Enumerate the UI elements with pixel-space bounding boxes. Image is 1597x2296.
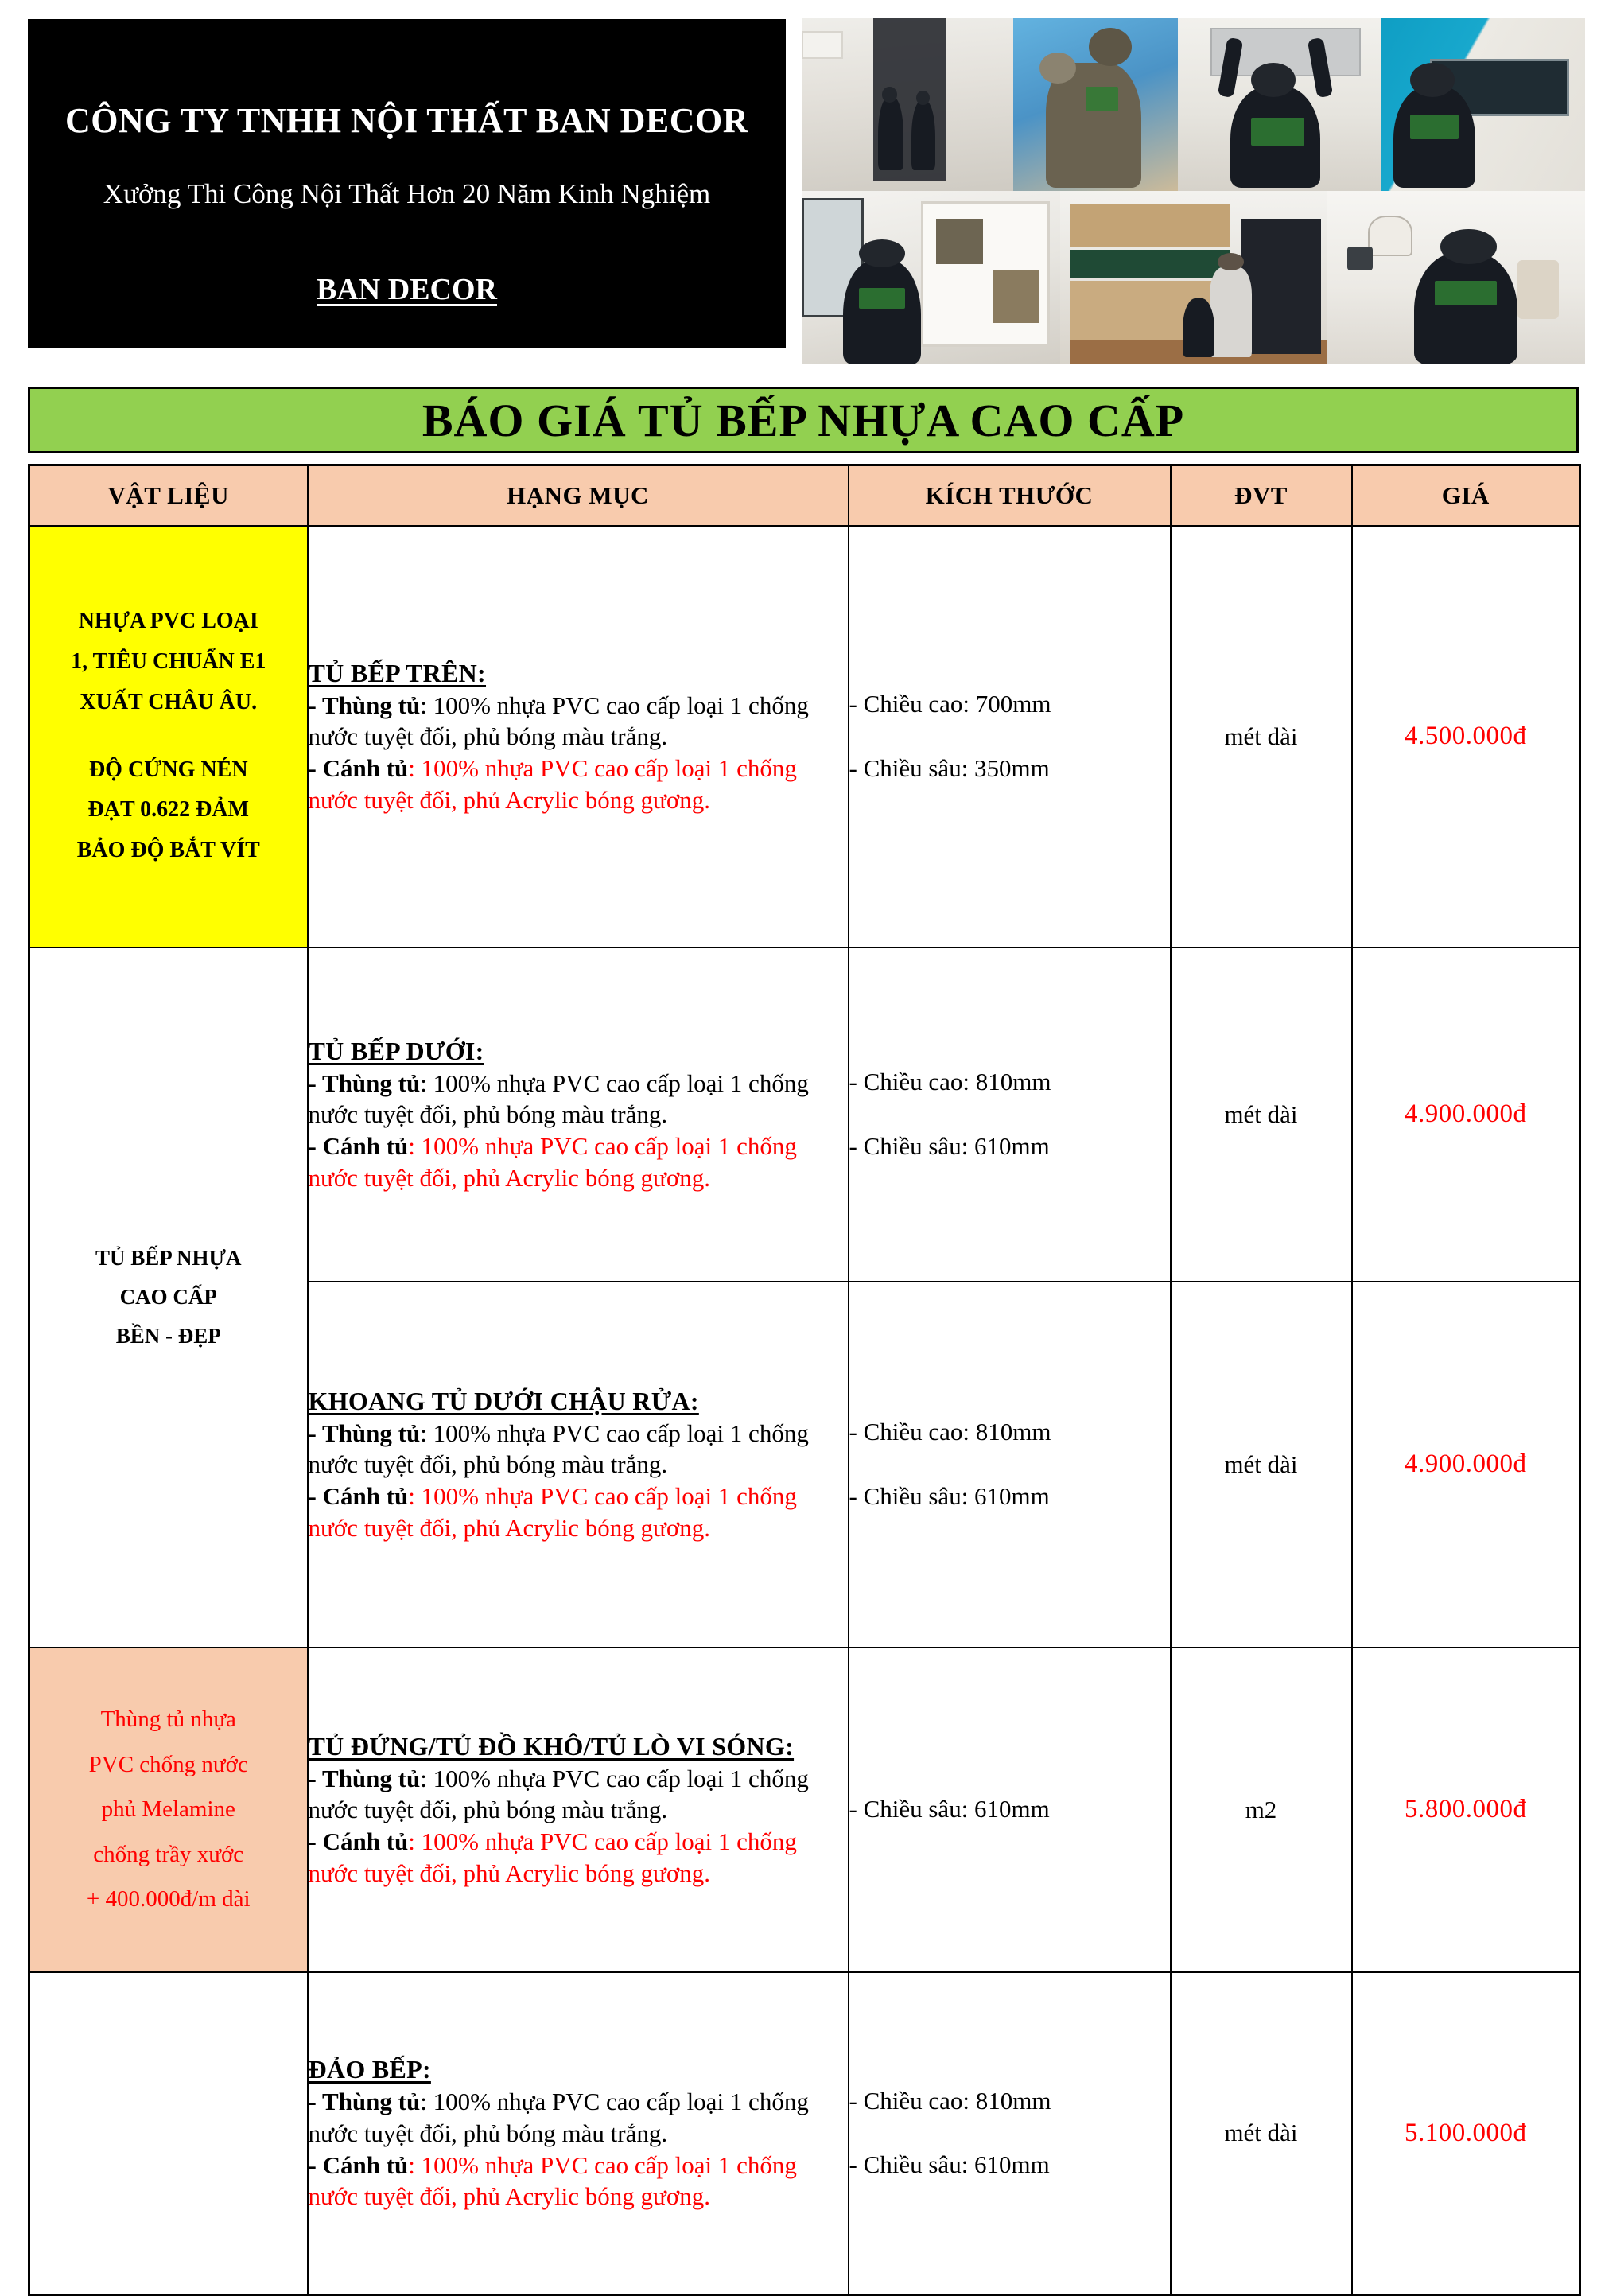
dimension-cell bbox=[849, 1972, 1171, 2295]
item-body bbox=[309, 1068, 848, 1130]
material-line: ĐỘ CỨNG NÉN bbox=[88, 757, 248, 782]
price-cell: 4.900.000đ bbox=[1352, 948, 1580, 1282]
material-line: NHỰA PVC LOẠI bbox=[78, 608, 258, 633]
item-body-label: - Thùng tủ bbox=[308, 1418, 421, 1447]
material-cell-pvc-e1 bbox=[29, 526, 308, 948]
item-door bbox=[309, 1130, 848, 1193]
table-header-row bbox=[29, 465, 1580, 526]
column-header-dvt: ĐVT bbox=[1171, 465, 1352, 526]
item-body-label: - Thùng tủ bbox=[308, 2088, 421, 2116]
item-door-text: : 100% nhựa PVC cao cấp loại 1 chống nước tuyệt đối, phủ Acrylic bóng gương. bbox=[308, 1481, 797, 1542]
column-header-kich-thuoc: KÍCH THƯỚC bbox=[849, 465, 1171, 526]
material-line: 1, TIÊU CHUẨN E1 bbox=[71, 648, 266, 674]
unit-cell: mét dài bbox=[1171, 948, 1352, 1282]
dimension-line: - Chiều sâu: 610mm bbox=[849, 1131, 1050, 1160]
material-cell-melamine bbox=[29, 1648, 308, 1972]
item-cell bbox=[308, 1972, 849, 2295]
item-body-text: : 100% nhựa PVC cao cấp loại 1 chống nước tuyệt đối, phủ bóng màu trắng. bbox=[308, 2088, 809, 2148]
material-spacer bbox=[30, 723, 307, 750]
item-door bbox=[309, 2150, 848, 2212]
item-door bbox=[309, 1826, 848, 1889]
item-cell bbox=[308, 1282, 849, 1648]
item-body-text: : 100% nhựa PVC cao cấp loại 1 chống nước tuyệt đối, phủ bóng màu trắng. bbox=[308, 1068, 809, 1129]
material-line: CAO CẤP bbox=[119, 1284, 217, 1309]
item-door bbox=[309, 1481, 848, 1543]
item-door-text: : 100% nhựa PVC cao cấp loại 1 chống nước tuyệt đối, phủ Acrylic bóng gương. bbox=[308, 1827, 797, 1887]
item-body bbox=[309, 1763, 848, 1826]
item-body-label: - Thùng tủ bbox=[308, 691, 421, 719]
item-door-label: - Cánh tủ bbox=[308, 1481, 409, 1510]
page-header bbox=[0, 0, 1597, 364]
material-cell-empty bbox=[29, 1972, 308, 2295]
table-row bbox=[29, 948, 1580, 1282]
item-title: TỦ ĐỨNG/TỦ ĐỒ KHÔ/TỦ LÒ VI SÓNG: bbox=[308, 1731, 795, 1761]
collage-row-top bbox=[802, 18, 1585, 191]
material-cell-tu-bep-nhua bbox=[29, 948, 308, 1648]
item-title: TỦ BẾP DƯỚI: bbox=[308, 1036, 484, 1065]
item-body-text: : 100% nhựa PVC cao cấp loại 1 chống nước tuyệt đối, phủ bóng màu trắng. bbox=[308, 1764, 809, 1824]
dimension-gap bbox=[849, 720, 1170, 753]
dimension-line: - Chiều sâu: 350mm bbox=[849, 753, 1050, 782]
material-line: ĐẠT 0.622 ĐẢM bbox=[87, 797, 249, 823]
price-cell: 4.900.000đ bbox=[1352, 1282, 1580, 1648]
dimension-line: - Chiều sâu: 610mm bbox=[849, 1795, 1050, 1823]
item-title: TỦ BẾP TRÊN: bbox=[308, 658, 487, 687]
company-brand: BAN DECOR bbox=[317, 273, 497, 307]
table-row bbox=[29, 526, 1580, 948]
dimension-cell bbox=[849, 1648, 1171, 1972]
collage-row-bottom bbox=[802, 191, 1585, 364]
company-name: CÔNG TY TNHH NỘI THẤT BAN DECOR bbox=[65, 101, 748, 140]
item-title: KHOANG TỦ DƯỚI CHẬU RỬA: bbox=[308, 1386, 699, 1415]
dimension-cell bbox=[849, 1282, 1171, 1648]
dimension-gap bbox=[849, 2116, 1170, 2150]
item-body bbox=[309, 2086, 848, 2149]
material-line: Thùng tủ nhựa bbox=[100, 1706, 236, 1733]
dimension-line: - Chiều cao: 700mm bbox=[849, 689, 1051, 718]
item-door bbox=[309, 753, 848, 815]
dimension-gap bbox=[849, 1448, 1170, 1481]
item-cell bbox=[308, 948, 849, 1282]
unit-cell: m2 bbox=[1171, 1648, 1352, 1972]
photo-kitchen-wood-cabinet bbox=[1060, 191, 1327, 364]
item-door-label: - Cánh tủ bbox=[308, 2150, 409, 2179]
item-door-text: : 100% nhựa PVC cao cấp loại 1 chống nước tuyệt đối, phủ Acrylic bóng gương. bbox=[308, 753, 797, 814]
dimension-line: - Chiều cao: 810mm bbox=[849, 2086, 1051, 2115]
dimension-gap bbox=[849, 1098, 1170, 1131]
material-line: phủ Melamine bbox=[101, 1796, 235, 1823]
item-body bbox=[309, 690, 848, 753]
item-door-label: - Cánh tủ bbox=[308, 753, 409, 782]
photo-showroom-interior bbox=[802, 18, 1013, 191]
photo-worker-kitchen-appliances bbox=[1327, 191, 1585, 364]
company-logo-box bbox=[28, 19, 786, 348]
unit-cell: mét dài bbox=[1171, 526, 1352, 948]
material-line: BẢO ĐỘ BẮT VÍT bbox=[76, 838, 260, 863]
dimension-line: - Chiều cao: 810mm bbox=[849, 1417, 1051, 1446]
price-cell: 5.800.000đ bbox=[1352, 1648, 1580, 1972]
page-title: BÁO GIÁ TỦ BẾP NHỰA CAO CẤP bbox=[422, 394, 1185, 446]
column-header-gia: GIÁ bbox=[1352, 465, 1580, 526]
photo-worker-glass-cabinet bbox=[802, 191, 1060, 364]
item-door-text: : 100% nhựa PVC cao cấp loại 1 chống nước tuyệt đối, phủ Acrylic bóng gương. bbox=[308, 2150, 797, 2211]
dimension-cell bbox=[849, 948, 1171, 1282]
item-title: ĐẢO BẾP: bbox=[308, 2055, 431, 2084]
project-photo-collage bbox=[802, 18, 1585, 364]
dimension-line: - Chiều cao: 810mm bbox=[849, 1067, 1051, 1095]
item-cell bbox=[308, 526, 849, 948]
photo-worker-installing-panel bbox=[1013, 18, 1178, 191]
quote-title-banner bbox=[28, 387, 1579, 453]
item-body-label: - Thùng tủ bbox=[308, 1068, 421, 1097]
item-body bbox=[309, 1418, 848, 1481]
price-cell: 5.100.000đ bbox=[1352, 1972, 1580, 2295]
material-line: TỦ BẾP NHỰA bbox=[95, 1245, 242, 1270]
price-cell: 4.500.000đ bbox=[1352, 526, 1580, 948]
material-line: BỀN - ĐẸP bbox=[115, 1324, 221, 1348]
column-header-vat-lieu: VẬT LIỆU bbox=[29, 465, 308, 526]
material-line: + 400.000đ/m dài bbox=[86, 1886, 251, 1913]
item-body-text: : 100% nhựa PVC cao cấp loại 1 chống nước tuyệt đối, phủ bóng màu trắng. bbox=[308, 691, 809, 751]
item-door-text: : 100% nhựa PVC cao cấp loại 1 chống nước tuyệt đối, phủ Acrylic bóng gương. bbox=[308, 1131, 797, 1192]
item-body-text: : 100% nhựa PVC cao cấp loại 1 chống nước tuyệt đối, phủ bóng màu trắng. bbox=[308, 1418, 809, 1479]
material-line: XUẤT CHÂU ÂU. bbox=[80, 689, 258, 714]
item-body-label: - Thùng tủ bbox=[308, 1764, 421, 1792]
photo-worker-lifting-cabinet bbox=[1178, 18, 1381, 191]
item-door-label: - Cánh tủ bbox=[308, 1131, 409, 1160]
dimension-line: - Chiều sâu: 610mm bbox=[849, 2150, 1050, 2179]
item-door-label: - Cánh tủ bbox=[308, 1827, 409, 1855]
material-line: chống trầy xước bbox=[93, 1841, 244, 1867]
table-row bbox=[29, 1648, 1580, 1972]
unit-cell: mét dài bbox=[1171, 1972, 1352, 2295]
item-cell bbox=[308, 1648, 849, 1972]
price-quote-table bbox=[28, 464, 1581, 2296]
table-row bbox=[29, 1972, 1580, 2295]
material-line: PVC chống nước bbox=[88, 1751, 248, 1777]
unit-cell: mét dài bbox=[1171, 1282, 1352, 1648]
dimension-cell bbox=[849, 526, 1171, 948]
dimension-line: - Chiều sâu: 610mm bbox=[849, 1481, 1050, 1510]
company-tagline: Xưởng Thi Công Nội Thất Hơn 20 Năm Kinh Nghiệm bbox=[103, 178, 711, 210]
column-header-hang-muc: HẠNG MỤC bbox=[308, 465, 849, 526]
photo-worker-blue-cabinet bbox=[1381, 18, 1585, 191]
